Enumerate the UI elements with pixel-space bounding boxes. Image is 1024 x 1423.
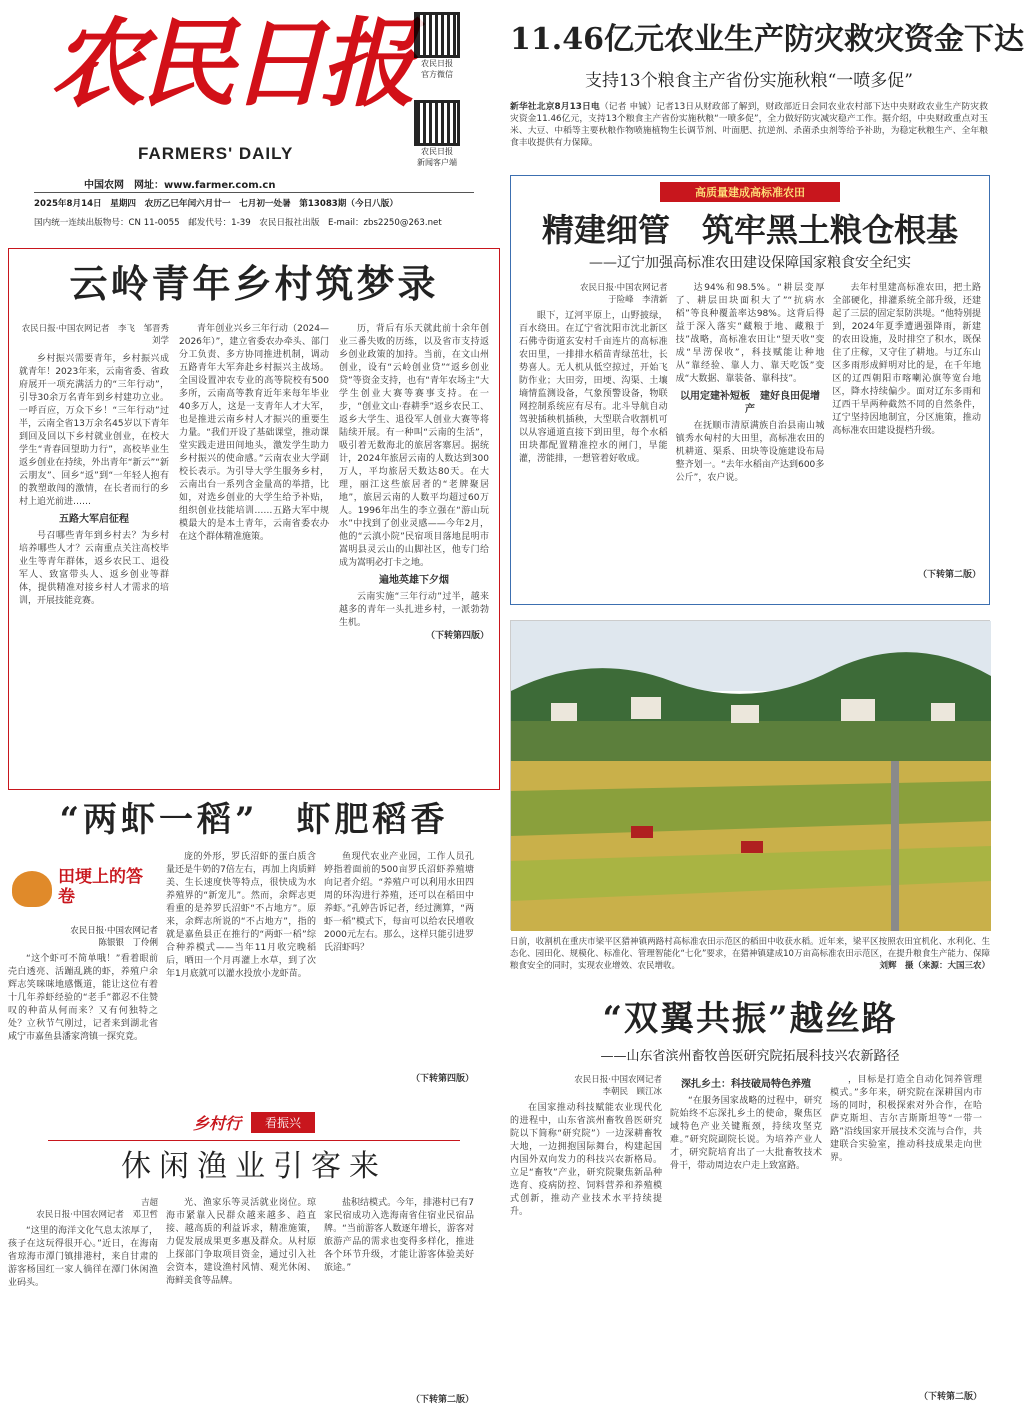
story2-headline: 精建细管 筑牢黑土粮仓根基 — [541, 211, 958, 249]
photo-caption — [510, 936, 990, 984]
story2-subheading: 以用定建补短板 建好良田促增产 — [680, 391, 820, 415]
continued-note: （下转第四版） — [425, 631, 489, 641]
story3-col1: “这个虾可不简单哦！”看着眼前壳白透亮、活蹦乱跳的虾，养殖户余辉志笑咪咪地感慨道，能让这位有着十几年养虾经验的“老手”都忍不住赞叹的种苗从何而来？又有何独特之处？立秋节气刚过，记者来到湖北省咸宁市嘉鱼县潘家湾镇一探究竟。 — [8, 954, 158, 1042]
continued-note: （下转第二版） — [918, 570, 982, 580]
banner-text: 高质量建成高标准农田 — [695, 186, 805, 199]
qr-code-icon — [414, 12, 460, 58]
news-photo — [510, 620, 990, 930]
story4-col2: 光、渔家乐等灵活就业岗位。琼海市紧靠入民群众越来越多、趋直接、越高质的利益诉求，精准施策，力促发展成果更多惠及群众。从村原上探部门争取项目资金，通过引入社会资本，建设渔村风情、观光休闲、海鲜美食等品牌。 — [166, 1198, 316, 1286]
story2-col2: 达94%和98.5%。“耕层变厚了、耕层田块面积大了”“抗病水稻”等良种覆盖率达98%。这背后得益于深入落实“藏粮于地、藏粮于技”战略，高标准农田让“望天收”变成“旱涝保收”，科技赋能让种地从“靠经验、靠人力、靠天吃饭”变成“大数据、靠装备、靠科技”。 — [675, 283, 825, 384]
qr-caption: 农民日报 官方微信 — [421, 59, 453, 79]
dateline: 2025年8月14日 星期四 农历乙巳年闰六月廿一 七月初一处暑 第13083期（今日八版） — [34, 199, 398, 209]
lead-text: （记者 申铖）记者13日从财政部了解到，财政部近日会同农业农村部下达中央财政农业生产防灾救灾资金11.46亿元，支持13个粮食主产省份实施秋粮“一喷多促”，全力做好防灾减灾稳产工作。据介绍，中央财政重点对玉米、大豆、中稻等主要秋粮作物喷施植物生长调节剂、叶面肥、抗逆剂、杀菌杀虫剂等给予补助，为稳定秋粮生产、全年粮食丰收提供有力保障。 — [510, 102, 988, 148]
continued-note: （下转第二版） — [918, 1392, 982, 1402]
story4-headline: 休闲渔业引客来 — [121, 1149, 387, 1184]
story-shrimp — [8, 795, 500, 1095]
story4-col3: 盐积结模式。今年，排港村已有7家民宿成功入选海南省住宿业民宿品牌。“当前游客人数逐年增长，游客对旅游产品的需求也变得多样化，推进各个环节升级，才能让游客体验美好旅途。” — [324, 1198, 474, 1273]
story-fishery — [8, 1105, 500, 1417]
story2-byline: 农民日报·中国农网记者 于险峰 李清新 — [579, 283, 668, 305]
field-answer-badge — [8, 851, 158, 921]
story-binzhou — [510, 995, 990, 1417]
lead-story — [510, 20, 1024, 183]
continued-note: （下转第二版） — [410, 1395, 474, 1405]
wechat-qr — [414, 12, 460, 80]
publication-info: 国内统一连续出版物号：CN 11-0055 邮发代号：1-39 农民日报社出版 E-mail：zbs2250@263.net — [34, 218, 442, 228]
qr-code-icon — [414, 100, 460, 146]
story5-byline: 农民日报·中国农网记者 李朝民 顾江冰 — [574, 1075, 662, 1097]
lead-dateline: 新华社北京8月13日电 — [510, 102, 600, 112]
bird-icon — [12, 871, 52, 907]
story1-headline: 云岭青年乡村筑梦录 — [69, 261, 439, 306]
newspaper-logo: 农民日报 — [50, 7, 410, 120]
quality-banner — [660, 182, 840, 202]
caption-text: 日前，收割机在重庆市梁平区猎神镇两路村高标准农田示范区的稻田中收获水稻。近年来，梁平区按照农田宜机化、水利化、生态化、园田化、规模化、标准化、管理智能化“七化”要求，在猎神镇建成10万亩高标准农田示范区，在提升粮食生产能力、保障粮食安全的同时，实现农业增效、农民增收。 — [510, 937, 990, 971]
qr-caption: 农民日报 新闻客户端 — [417, 147, 457, 167]
banner-label-2: 看振兴 — [251, 1112, 315, 1133]
lead-headline: 11.46亿元农业生产防灾救灾资金下达 — [510, 22, 1024, 57]
story1-col3: 历，背后有乐天就此前十余年创业三番失败的历练，以及省市支持返乡创业政策的加持。当前，在文山州创业，设有“云岭创业贷”“返乡创业贷”等资金支持，也有“青年农场主”大学生创业大赛等赛事支持。在一步，“创业文山·春耕季”返乡农民工、返乡大学生、退役军人创业大赛等将陆续开展。有一种叫“云南的生活”，吸引着无数海北的旅居客寨居。据统计，2024年旅居云南的人数达到300万人，平均旅居天数达80天。在大理，丽江这些旅居者的“老牌聚居地”，旅居云南的人数平均超过60万人。1996年出生的李立强在“游山玩水”中找到了创业灵感——今年2月，他的“云滇小院”民宿项目落地昆明市嵩明县灵云山的山脚社区，他专门给成为嵩明必打卡之地。 — [339, 324, 489, 568]
banner-label: 乡村行 — [192, 1114, 241, 1133]
app-qr — [414, 100, 460, 168]
story1-byline: 农民日报·中国农网记者 李飞 邹晋秀 刘学 — [21, 324, 178, 346]
rice-harvest-photo — [511, 621, 991, 931]
story2-col2b: 在抚顺市清原满族自治县南山城镇秀水甸村的大田里，高标准农田的机耕道、渠系、田块等设施建设布局整齐划一。“去年水稻亩产达到600多公斤”，农户说。 — [675, 421, 825, 483]
story5-col2: “在服务国家战略的过程中，研究院始终不忘深扎乡土的使命，聚焦区域特色产业关键瓶颈，持续攻坚克难。”研究院副院长说。为培养产业人才，研究院培育出了一大批畜牧技术骨干，带动周边农户走上致富路。 — [670, 1096, 822, 1171]
site-info: 中国农网 网址：www.farmer.com.cn — [84, 180, 276, 191]
village-banner — [48, 1105, 460, 1141]
story4-byline: 吉超 农民日报·中国农网记者 邓卫哲 — [36, 1198, 158, 1220]
story5-col3: ，目标是打造全自动化饲养管理模式。”多年来，研究院在深耕国内市场的同时，积极探索对外合作，在哈萨克斯坦、吉尔吉斯斯坦等“一带一路”沿线国家开展技术交流与合作，共建联合实验室，推动科技成果走向世界。 — [830, 1075, 982, 1163]
story-yunling — [8, 248, 500, 790]
story2-col1: 眼下，辽河平原上，山野披绿，百水绕田。在辽宁省沈阳市沈北新区石佛寺街道玄安村千亩连片的高标准农田里，一排排水稻苗青绿茁壮，长势喜人。无人机从低空掠过，开始飞防作业；大田旁，田埂、沟渠、土壤墒情监测设备，气象预警设备，物联网控制系统应有尽有。北斗导航自动驾驶插秧机插秧，大型联合收割机可以从容通道直接下到田里，每个水稻田块都配置精准控水的闸门，旱能灌，涝能排，一想管着好收成。 — [519, 311, 668, 464]
story4-col1: “这里的海洋文化气息太浓厚了，孩子在这玩得很开心。”近日，在海南省琼海市潭门镇排港村，来自甘肃的游客杨国红一家人徜徉在潭门休闲渔业码头。 — [8, 1226, 158, 1288]
story3-byline: 农民日报·中国农网记者 陈银银 丁伶俐 — [70, 926, 158, 948]
badge-text: 田埂上的答卷 — [58, 867, 143, 907]
story5-subhead: ——山东省滨州畜牧兽医研究院拓展科技兴农新路径 — [600, 1049, 900, 1064]
photo-credit: 刘辉 摄（来源：大国三农） — [879, 961, 990, 971]
story1-subheading: 五路大军启征程 — [59, 514, 129, 525]
continued-note: （下转第四版） — [410, 1074, 474, 1084]
story2-col3: 去年村里建高标准农田，把土路全部硬化，排灌系统全部升级，还建起了三层的固定泵防洪堤。“他特别提到，2024年夏季遭遇强降雨，新建的农田设施，及时排空了积水，既保住了庄稼，又守住了耕地。与辽东山区多雨形成鲜明对比的是，在千年地区的辽西朝阳市喀喇沁旗等宽台地区，降水持续偏少。面对辽东多雨和辽西干旱两种截然不同的自然条件，辽宁坚持因地制宜，分区施策，推动高标准农田建设提档升级。 — [832, 283, 982, 436]
story1-col2: 青年创业兴乡三年行动（2024—2026年）”，建立省委农办牵头、部门分工负责、多方协同推进机制，调动五路青年大军奔赴乡村振兴主战场。全国设置冲农专业的高等院校有500多所，云南高等教育近年来每年毕业40多万人，这是一支青年人才大军，也是推进云南乡村人才振兴的重要生力量。“我们开设了基础课堂，推动课堂实践走进田间地头，激发学生助力乡村振兴的使命感。”云南农业大学副校长表示。为引导大学生服务乡村，云南出台一系列含金量高的举措，比如，对选乡创业的大学生给予补贴，组织创业技能培训……五路大军中规模最大的是本土青年，云南省委农办在这个群体精准施策。 — [179, 324, 329, 542]
story2-subhead: ——辽宁加强高标准农田建设保障国家粮食安全纪实 — [589, 255, 911, 271]
story1-subheading-2: 遍地英雄下夕烟 — [379, 575, 449, 586]
story5-subheading: 深扎乡土：科技破局特色养殖 — [681, 1079, 811, 1090]
story3-headline: “两虾一稻” 虾肥稻香 — [59, 800, 449, 840]
story5-headline: “双翼共振”越丝路 — [602, 999, 898, 1039]
english-name: FARMERS' DAILY — [138, 144, 294, 163]
story3-col2: 庞的外形，罗氏沼虾的蛋白质含量还是牛奶的7倍左右，再加上肉质鲜美、生长速度快等特点，很快成为水养殖界的“新宠儿”。然而，余辉志更看重的是养罗氏沼虾“不占地方”。原来，余辉志所说的“不占地方”，指的就是嘉鱼县正在推行的“两虾一稻”综合种养模式——当年11月收完晚稻后，晒田一个月再灌上水草，到了次年1月底就可以灌水投放小龙虾苗。 — [166, 852, 316, 979]
story5-col1: 在国家推动科技赋能农业现代化的进程中，山东省滨州畜牧兽医研究院以下简称“研究院”）一边深耕畜牧大地，一边拥抱国际舞台，构建起国内国外双向发力的科技兴农新格局。立足“畜牧”产业，研究院聚焦新品种选育、疫病防控、饲料营养和养殖模式创新，推动产业技术水平持续提升。 — [510, 1103, 662, 1217]
story1-col3b: 云南实施“三年行动”过半，越来越多的青年一头扎进乡村，一派勃勃生机。 — [339, 592, 489, 628]
story-liaoning — [510, 175, 990, 605]
lead-subhead: 支持13个粮食主产省份实施秋粮“一喷多促” — [584, 71, 913, 91]
story1-col1: 乡村振兴需要青年，乡村振兴成就青年！2023年来，云南省委、省政府展开一项充满活力的“三年行动”，引导30余万名青年到乡村建功立业。一呼百应，万众下乡！“三年行动”过半，云南全省13万余名45岁以下青年到回及回以下乡村就业创业，在校大学生“青春回望助力行”，高校毕业生返乡创业在持续，外出青年“新云”“新云朋友”、回乡“返”到“一年轻人抱有的教塑敢闯的激情，在长者而行的乡村上追光前进…… — [19, 354, 169, 507]
masthead — [14, 4, 474, 244]
story1-col1b: 号召哪些青年到乡村去？为乡村培养哪些人才？云南重点关注高校毕业生等青年群体，返乡农民工、退役军人、致富带头人、返乡创业等群体，提供精准对接乡村人才需求的培训，开展技能竞赛。 — [19, 531, 169, 606]
story3-col3: 鱼现代农业产业园，工作人员孔婷指着面前的500亩罗氏沼虾养殖塘向记者介绍。“养殖户可以利用水田四周的环沟进行养殖，还可以在稻田中养虾。”孔婷告诉记者，经过测算，“两虾一稻”模式下，每亩可以给农民增收2000元左右。那么，这样只能引进罗氏沼虾吗？ — [324, 852, 474, 953]
